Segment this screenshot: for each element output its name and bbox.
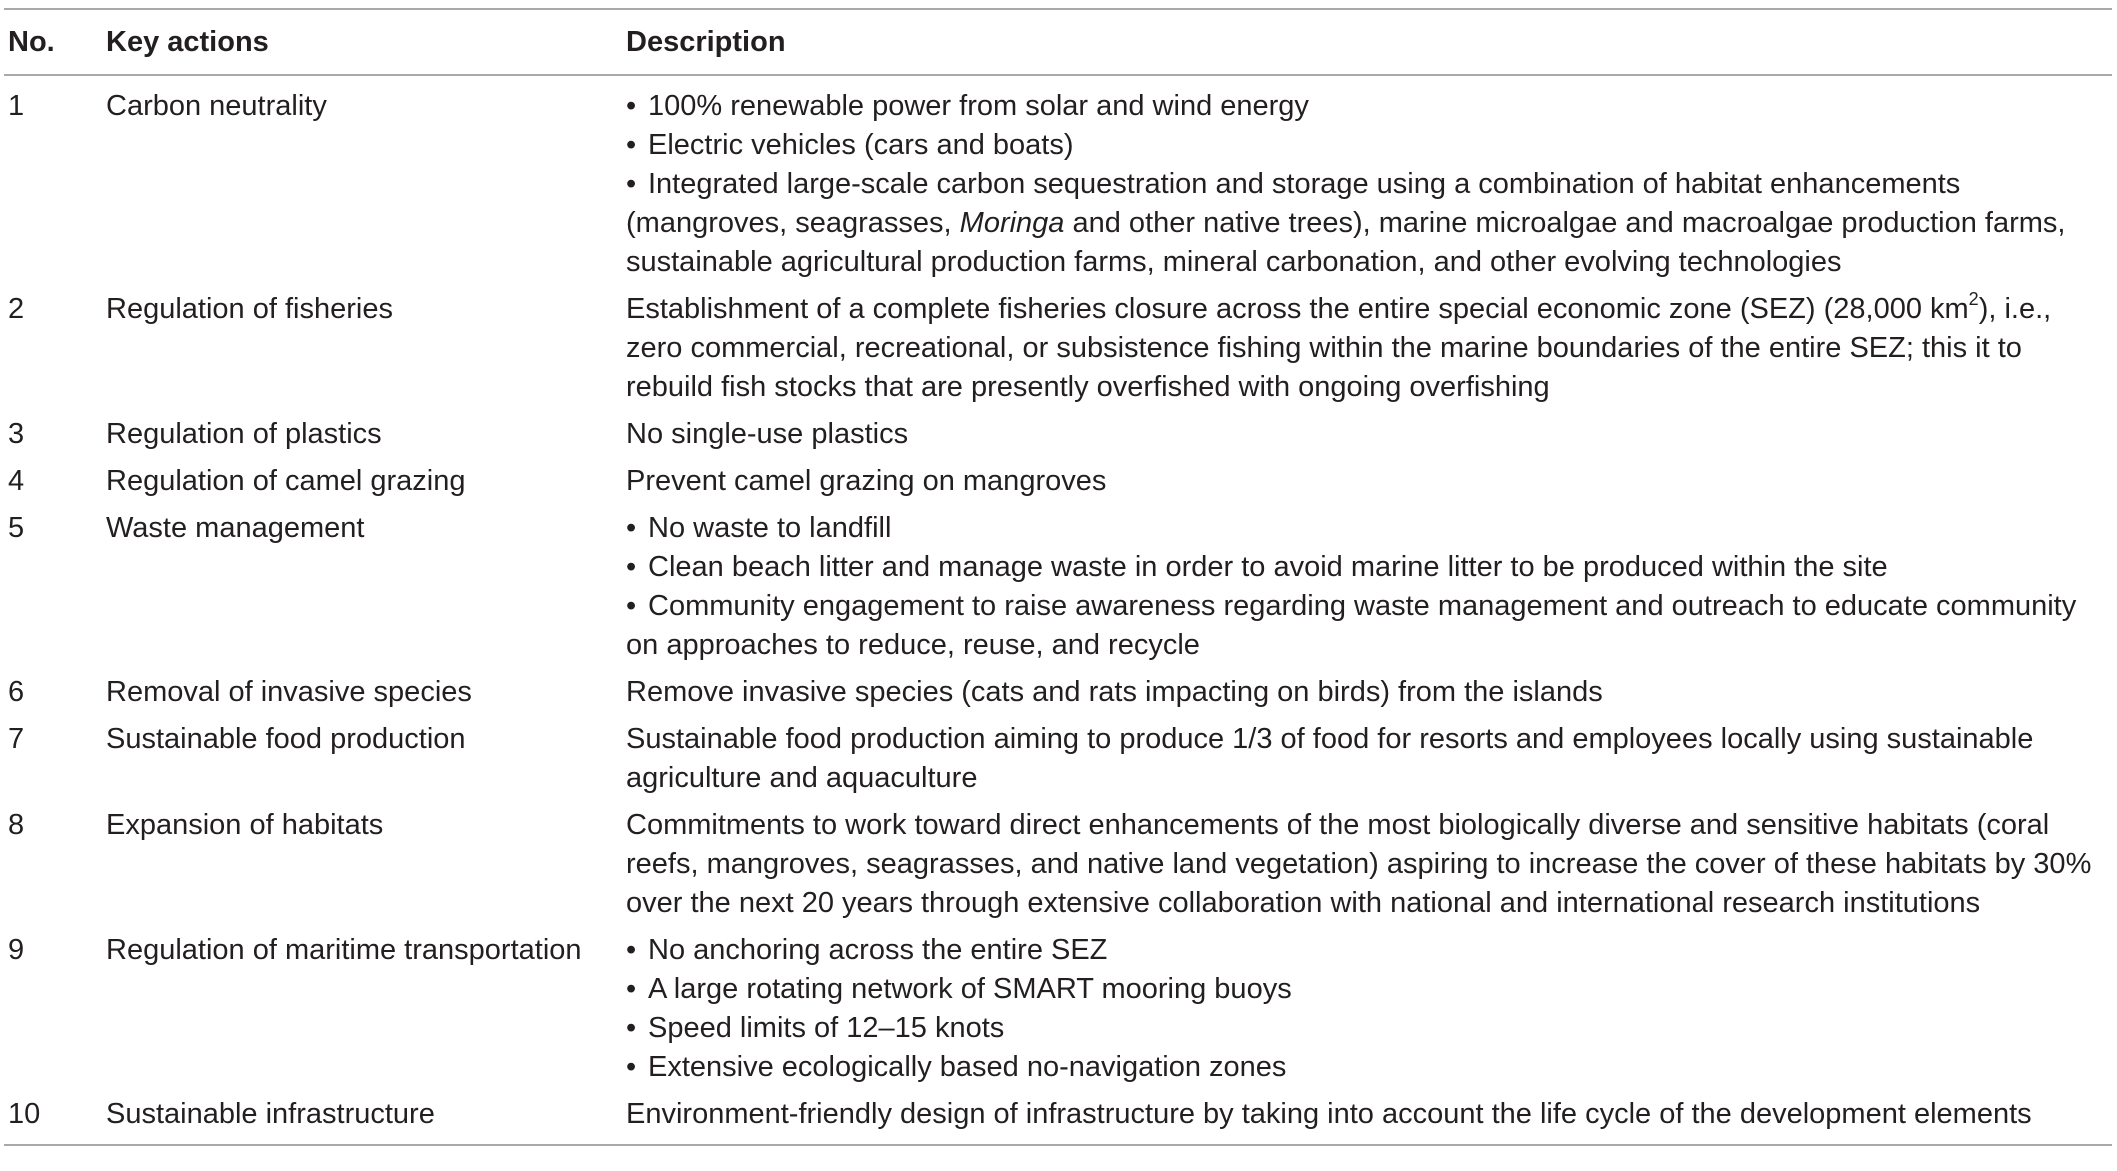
table-header-row: [4, 9, 2112, 75]
description: Environment-friendly design of infrastructure by taking into account the life cycle of the development elements: [626, 1098, 2032, 1130]
key-action: Carbon neutrality: [106, 90, 327, 122]
row-number: 3: [8, 418, 25, 450]
header-description: Description: [626, 26, 786, 58]
table-row: [4, 802, 2112, 927]
bullet-item: • 100% renewable power from solar and wind energy: [626, 90, 1309, 122]
key-action: Waste management: [106, 512, 365, 544]
key-action: Sustainable infrastructure: [106, 1098, 435, 1130]
bullet-item: • Extensive ecologically based no-navigation zones: [626, 1051, 1287, 1083]
description: Establishment of a complete fisheries closure across the entire special economic zone (SEZ) (28,000 $km^2$), i.e., zero commercial, recreational, or subsistence fishing within the marine boundaries of the entire SEZ; this it to rebuild fish stocks that are presently overfished with ongoing overfishing: [626, 289, 2052, 403]
key-action: Regulation of camel grazing: [106, 465, 466, 497]
key-action: Removal of invasive species: [106, 676, 472, 708]
row-number: 8: [8, 809, 25, 841]
table-row: [4, 458, 2112, 505]
row-number: 6: [8, 676, 25, 708]
bullet-item: • No waste to landfill: [626, 512, 892, 544]
table-row: [4, 411, 2112, 458]
description: [622, 505, 2112, 669]
row-number: 7: [8, 723, 25, 755]
description: Sustainable food production aiming to produce 1/3 of food for resorts and employees locally using sustainable agriculture and aquaculture: [626, 723, 2034, 794]
table-row: [4, 669, 2112, 716]
header-no: No.: [8, 26, 55, 58]
row-number: 1: [8, 90, 25, 122]
row-number: 4: [8, 465, 25, 497]
bullet-item: • Speed limits of 12–15 knots: [626, 1012, 1005, 1044]
key-action: Expansion of habitats: [106, 809, 384, 841]
description: [622, 75, 2112, 286]
key-action: Regulation of fisheries: [106, 293, 393, 325]
key-action: Sustainable food production: [106, 723, 466, 755]
row-number: 2: [8, 293, 25, 325]
bullet-item: • Electric vehicles (cars and boats): [626, 129, 1074, 161]
bullet-item: • Integrated large-scale carbon sequestration and storage using a combination of habitat enhancements (mangroves, seagrasses, Moringa and other native trees), marine microalgae and macroalgae production farms, sustainable agricultural production farms, mineral carbonation, and other evolving technologies: [626, 168, 2066, 278]
table-row: [4, 75, 2112, 286]
bullet-item: • A large rotating network of SMART mooring buoys: [626, 973, 1292, 1005]
table-row: [4, 286, 2112, 411]
table-row: [4, 1091, 2112, 1145]
description: Commitments to work toward direct enhancements of the most biologically diverse and sensitive habitats (coral reefs, mangroves, seagrasses, and native land vegetation) aspiring to increase the cover of these habitats by 30% over the next 20 years through extensive collaboration with national and international research institutions: [626, 809, 2092, 919]
row-number: 10: [8, 1098, 41, 1130]
row-number: 5: [8, 512, 25, 544]
description: [622, 927, 2112, 1091]
header-key-actions: Key actions: [106, 26, 269, 58]
bullet-item: • Community engagement to raise awareness regarding waste management and outreach to educate community on approaches to reduce, reuse, and recycle: [626, 590, 2077, 661]
table-row: [4, 716, 2112, 802]
key-action: Regulation of maritime transportation: [106, 934, 582, 966]
bullet-item: • Clean beach litter and manage waste in order to avoid marine litter to be produced within the site: [626, 551, 1888, 583]
bullet-item: • No anchoring across the entire SEZ: [626, 934, 1108, 966]
table-row: [4, 505, 2112, 669]
table-row: [4, 927, 2112, 1091]
row-number: 9: [8, 934, 25, 966]
key-actions-table: [4, 8, 2112, 1146]
description: Remove invasive species (cats and rats impacting on birds) from the islands: [626, 676, 1603, 708]
key-action: Regulation of plastics: [106, 418, 382, 450]
description: Prevent camel grazing on mangroves: [626, 465, 1107, 497]
description: No single-use plastics: [626, 418, 909, 450]
